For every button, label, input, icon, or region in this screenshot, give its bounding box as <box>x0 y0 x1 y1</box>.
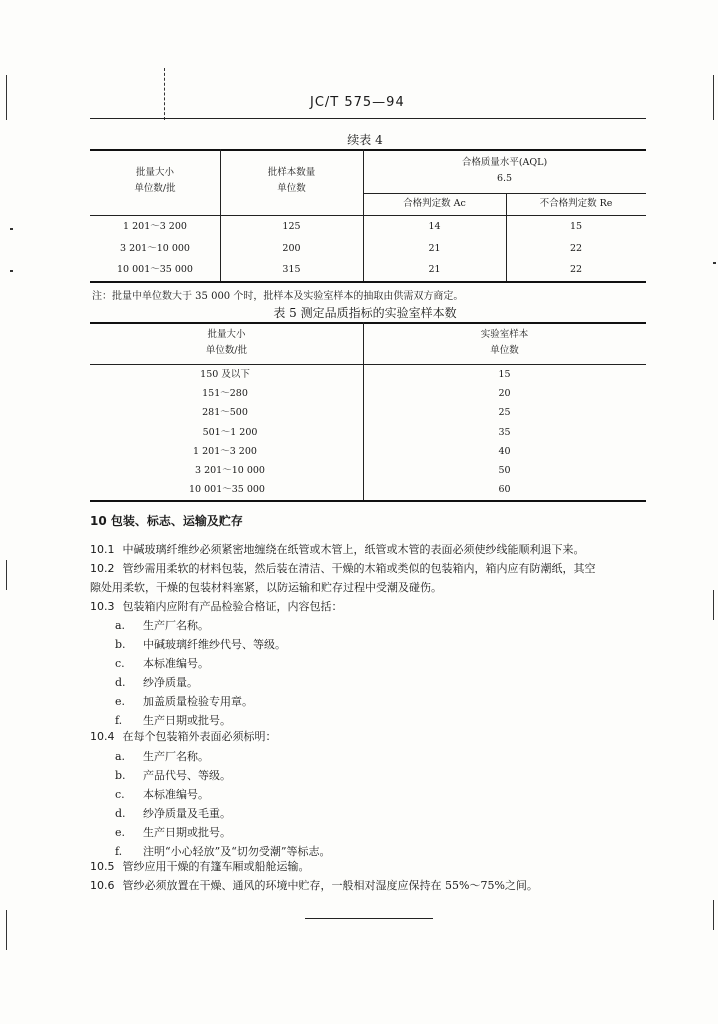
item-label: c. <box>115 657 125 670</box>
table-cell: 3 201～10 000 <box>195 465 265 476</box>
header-line: 单位数 <box>490 345 519 356</box>
item-label: e. <box>115 826 126 839</box>
item-text: 注明“小心轻放”及“切勿受潮”等标志。 <box>143 845 331 858</box>
clause-text: 管纱必须放置在干燥、通风的环境中贮存，一般相对湿度应保持在 55%～75%之间。 <box>122 879 538 892</box>
table-cell: 35 <box>498 427 511 438</box>
item-text: 中碱玻璃纤维纱代号、等级。 <box>143 638 286 651</box>
list-item <box>115 824 231 840</box>
table-cell: 125 <box>282 221 301 232</box>
item-label: f. <box>115 845 123 858</box>
list-item <box>115 786 209 802</box>
table5-caption: 表 5 测定品质指标的实验室样本数 <box>273 306 457 320</box>
clause-10-1 <box>90 540 670 559</box>
item-text: 产品代号、等级。 <box>143 769 231 782</box>
header-line: 单位数 <box>277 183 306 194</box>
table-cell: 281～500 <box>202 407 248 418</box>
binding-mark <box>164 68 165 120</box>
table-cell: 22 <box>569 264 583 275</box>
table-cell: 22 <box>569 243 583 254</box>
right-margin-mark <box>713 900 714 930</box>
item-label: d. <box>115 676 126 689</box>
header-line: 6.5 <box>496 173 513 184</box>
table-cell: 40 <box>498 446 511 457</box>
table4-caption: 续表 4 <box>347 133 383 147</box>
end-rule <box>305 918 433 919</box>
item-text: 生产厂名称。 <box>143 750 209 763</box>
table-cell: 15 <box>569 221 583 232</box>
header-line: 批量大小 <box>135 167 174 178</box>
list-item <box>115 655 209 671</box>
table-cell: 10 001～35 000 <box>117 264 193 275</box>
scan-speck <box>713 262 716 264</box>
table-cell: 20 <box>498 388 511 399</box>
section-title: 10 包装、标志、运输及贮存 <box>90 514 243 528</box>
clause-10-4 <box>90 727 670 746</box>
clause-number: 10.3 <box>90 600 115 613</box>
table-cell: 15 <box>498 369 511 380</box>
clause-10-2 <box>90 559 670 597</box>
table-cell: 25 <box>498 407 511 418</box>
clause-number: 10.2 <box>90 562 115 575</box>
item-label: e. <box>115 695 126 708</box>
item-text: 纱净质量。 <box>143 676 198 689</box>
item-label: a. <box>115 619 126 632</box>
item-text: 生产厂名称。 <box>143 619 209 632</box>
list-item <box>115 805 231 821</box>
list-item <box>115 748 209 764</box>
header-line: 单位数/批 <box>205 345 248 356</box>
clause-text: 管纱需用柔软的材料包装，然后装在清洁、干燥的木箱或类似的包装箱内，箱内应有防潮纸，其空 <box>122 562 596 575</box>
clause-text: 包装箱内应附有产品检验合格证，内容包括： <box>122 600 343 613</box>
table-cell: 14 <box>428 221 441 232</box>
clause-10-3 <box>90 597 670 616</box>
clause-10-5 <box>90 857 670 876</box>
table-cell: 3 201～10 000 <box>120 243 190 254</box>
header-line: 批量大小 <box>207 329 246 340</box>
list-item <box>115 636 286 652</box>
list-item <box>115 712 231 728</box>
item-label: d. <box>115 807 126 820</box>
table5-top-rule <box>90 322 646 324</box>
table5-col2-header <box>363 327 646 359</box>
clause-10-6 <box>90 876 670 895</box>
table-cell: 10 001～35 000 <box>189 484 265 495</box>
item-text: 本标准编号。 <box>143 657 209 670</box>
table-cell: 50 <box>498 465 511 476</box>
table4-bottom-rule <box>90 281 646 283</box>
list-item <box>115 617 209 633</box>
right-margin-mark <box>713 75 714 120</box>
header-line: 合格质量水平(AQL) <box>461 157 548 168</box>
table4-note: 注：批量中单位数大于 35 000 个时，批样本及实验室样本的抽取由供需双方商定。 <box>92 291 464 302</box>
table-cell: 21 <box>428 264 441 275</box>
left-margin-mark <box>6 910 7 950</box>
table4-col1-header <box>90 165 220 197</box>
table-cell: 150 及以下 <box>200 369 250 380</box>
table4-top-rule <box>90 149 646 151</box>
item-label: a. <box>115 750 126 763</box>
table5-header-rule <box>90 364 646 365</box>
clause-text: 在每个包装箱外表面必须标明： <box>122 730 277 743</box>
clause-number: 10.1 <box>90 543 115 556</box>
table4-header-rule <box>90 215 646 216</box>
clause-text: 管纱应用干燥的有篷车厢或船舱运输。 <box>122 860 310 873</box>
table-cell: 1 201～3 200 <box>193 446 257 457</box>
list-item <box>115 767 231 783</box>
scan-speck <box>10 228 13 230</box>
item-label: b. <box>115 638 126 651</box>
clause-number: 10.4 <box>90 730 115 743</box>
item-text: 加盖质量检验专用章。 <box>143 695 253 708</box>
table4-reject-header: 不合格判定数 Re <box>539 198 613 209</box>
clause-number: 10.5 <box>90 860 115 873</box>
table4-col2-header <box>220 165 363 197</box>
header-line: 批样本数量 <box>267 167 316 178</box>
clause-text: 中碱玻璃纤维纱必须紧密地缠绕在纸管或木管上，纸管或木管的表面必须使纱线能顺利退下来。 <box>122 543 585 556</box>
table4-aql-rule <box>363 193 646 194</box>
table-cell: 151～280 <box>202 388 248 399</box>
table4-accept-header: 合格判定数 Ac <box>403 198 466 209</box>
list-item <box>115 693 253 709</box>
right-margin-mark <box>713 590 714 620</box>
table-cell: 21 <box>428 243 441 254</box>
left-margin-mark <box>6 75 7 120</box>
item-label: c. <box>115 788 125 801</box>
table-cell: 200 <box>282 243 301 254</box>
item-text: 生产日期或批号。 <box>143 826 231 839</box>
header-line: 实验室样本 <box>480 329 529 340</box>
header-rule <box>90 118 646 119</box>
item-text: 本标准编号。 <box>143 788 209 801</box>
item-label: f. <box>115 714 123 727</box>
item-label: b. <box>115 769 126 782</box>
item-text: 生产日期或批号。 <box>143 714 231 727</box>
table5-col1-header <box>90 327 363 359</box>
left-margin-mark <box>6 560 7 590</box>
table4-aql-header <box>363 155 646 187</box>
item-text: 纱净质量及毛重。 <box>143 807 231 820</box>
scan-speck <box>10 270 13 272</box>
table-cell: 1 201～3 200 <box>123 221 187 232</box>
table-cell: 60 <box>498 484 511 495</box>
table-cell: 315 <box>282 264 301 275</box>
standard-code-header: JC/T 575—94 <box>310 95 405 110</box>
table5-bottom-rule <box>90 500 646 502</box>
table-cell: 501～1 200 <box>202 427 258 438</box>
clause-text: 隙处用柔软，干燥的包装材料塞紧，以防运输和贮存过程中受潮及碰伤。 <box>90 581 442 594</box>
header-line: 单位数/批 <box>134 183 176 194</box>
clause-number: 10.6 <box>90 879 115 892</box>
list-item <box>115 674 198 690</box>
